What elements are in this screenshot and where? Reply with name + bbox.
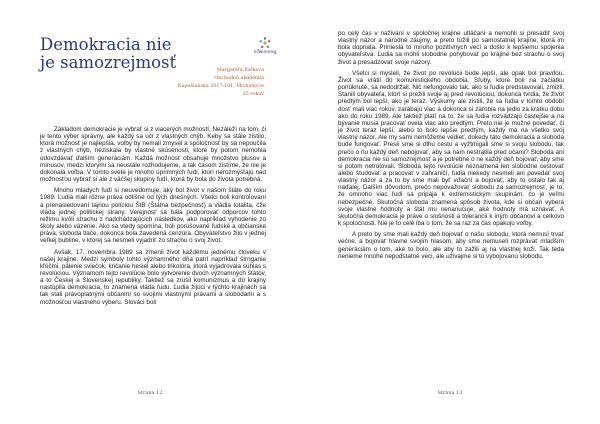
author-name: Margaréta Pašková	[216, 68, 264, 73]
paragraph: Mnoho mladých ľudí si neuvedomuje, aký bol život v našom štáte do roku 1989. Ľudia mali rôzne práva odlišné od tých dnešných. Všetci boli kontrolovaní a prenasledovaní tajnou políciou ŠtB (Štátna bezpečnosť) a vládla totalita, čže vláda jednej politickej strany. Verejnosť sa bála podporovať odporcov tohto režimu kvôli strachu z nadchádzajúcich následkov, ako napríklad vyhodenie zo školy alebo väzenie. Ako sa vtedy spomína, boli porušované ľudské a občianske práva, sloboda tlače, dokonca bola zavedená cenzúra. Obyvateľstvo žilo v jednej veľkej bubline, v ktorej sa nesmeli vyjadriť zo strachu o svoj život.	[40, 187, 266, 245]
paragraph: Avšak, 17. novembra 1989 sa zmenil život každému jednému človeku v našej krajine. Medzi symboly tohto významného dňa patrí napríklad štrnganie kľúčmi, pálenie sviečok, kričanie hesiel alebo trikolóra, ktorá vyjadrovala súhlas s revolúciou. Významom tejto revolúcie bolo vytvorenie dvoch významných štátov, a to Českej a Slovenskej republiky. Taktiež sa zrušil komunizmus a do krajiny nastúpila demokracia, to znamená vláda ľudu. Ľudia žijúci v týchto krajinách sa tak stali právoplatnými občanmi so svojimi vlastnými právami a slobodami a s možnosťou vlastného výberu. Slováci boli	[40, 248, 266, 306]
author-block	[178, 67, 264, 99]
etwinning-star-icon	[258, 36, 272, 50]
right-page	[300, 0, 600, 424]
logo-text: eTwinning	[253, 50, 277, 55]
page-number-right: Strana 13	[437, 390, 463, 396]
title-line-1: Demokracia nie	[40, 35, 172, 54]
paragraph: po celý čas v naživaní v spoločnej krajine utláčaní a nemohli si presadiť svoj vlastný názor a národné záujmy, a preto túžili po samostatnej krajine, ktorá im bola dopriata. Priniesla to mnoho pozitívnych vecí a došlo k lepšiemu spojenia obyvateľstva. Ľudia sa mohli slobodne pohybovať po krajine bez strachu o svoj život a presadzovať svoje názory.	[338, 30, 564, 66]
paragraph: Základom demokracie je vybrať si z viacerých možností. Nezáleží na tom, či je tento výber správny, ale každý sa učí z vlastných chýb. Keby sa stále zistilo, ktorá možnosť je najlepšia, volby by nemali zmysel a spoločnosť by sa nepoučila z vlastných chýb, neziskala by vlastné skúsenosti, ktoré by potom nemohla odovzdávať ďalším generáciám. Každá možnosť obsahuje množstvo plusov a mínusov, medzi ktorými sa neustále rozhodujeme, a tak časom zistíme, že nie je dokonalá voľba. V tomto svete je mnoho úprimných ľudí, ktorí nerozmýšľajú nad možnosťou vybrať si ale z väčšej skupiny ľudí, ktorá by bola do života potrebná.	[40, 126, 266, 184]
author-age: 15 rokov	[242, 92, 264, 97]
left-body-text	[40, 126, 266, 310]
paragraph: Všetci si mysleli, že život po revolúcii bude lepší, ale opak bol pravdou. Život sa vrátil do komunistického obdobia. Sľuby, ktoré boli na začiatku ponúknuté, sa nedodržali. Nič nefungovalo tak, ako si ľudia predstavovali, zmizli. Stanili obyvateľa, ktorí si prežili svoje aj pred revolúciou, dokonca tvrdia, že život predtým bol lepší, ako je teraz. Výskumy ale zistili, že sa ľudia v tomto období dosť mali viac rokov, zarábajú viac a dokonca si zarobia na jedlo za krátku dobu ako do roku 1989. Ale taktiež platí na to, že sa ľudia rozvádzajú častejšie a na bývanie musia pracovať ovela viac ako predtým. Preto nie je možné povedať, či je život teraz lepší, alebo to bolo lepšie predtým, každý má na všetko svoj vlastný názor. Ale my sami nemôžeme vedieť, dokedy táto demokracia a sloboda bude fungovať. Presli sme si dlhú cestu a vyžtmigali sme si svoju slobodu, tak prečo o ňu každý deň nebojovať, aby sa nám nestratila pred očami? Sloboda ani demokracia nie sú samozrejmosť a je potrebné o ne každý deň bojovať, aby sme si potom netrúlovali. Sloboda tejto revolúcie neznamená len slobodne cestovať alebo študovať a pracovať v zahraničí, ľudia niekedy nesmeli ani povedať svoj vlastný názor a za to by sme mali byť vďační a bojovať, aby to ostalo tak aj naďalej. Dalším dôvodom, prečo nepovažovať slobodu za samozrejmosť, je to, že omnoho viac ľudí sa pripája k extrémistickým skupinám, čo je veľmi nebezpečné. Skutočná sloboda znamená spôsob života, kde si občan vyberá svoje vlastné hodnoty a štát mu nenanucuje, aké hodnoty má uznávať. A skutočná demokracia je práve o slušnosti a tolerancii k iným občanovi a celkovo k spoločnosti. Nie je to celé iba o tom, že sa raz za čas opakujú voľby.	[338, 69, 564, 228]
author-school: Obchodná akadémia	[214, 76, 264, 81]
paragraph: A preto by sme mali každý deň bojovať o našu slobodu, ktorá nemusí trvať večne, a bojovať hlavne svojím hlasom, aby sme nemuseli rozprávať mladším generáciám o tom, aké to bolo, ale aby to zažili aj na vlastnej koži. Tak teda nenieme mnohé nepodstatné veci, ale uživajme si tú vybojovanú slobodu.	[338, 231, 564, 260]
right-body-text	[338, 30, 564, 264]
article-title	[40, 36, 176, 72]
author-city: Kapušianska 2017-101, Michalovce	[177, 84, 264, 89]
etwinning-logo	[247, 36, 283, 56]
title-line-2: je samozrejmosť	[40, 53, 177, 72]
page-number-left: Strana 12	[137, 390, 163, 396]
